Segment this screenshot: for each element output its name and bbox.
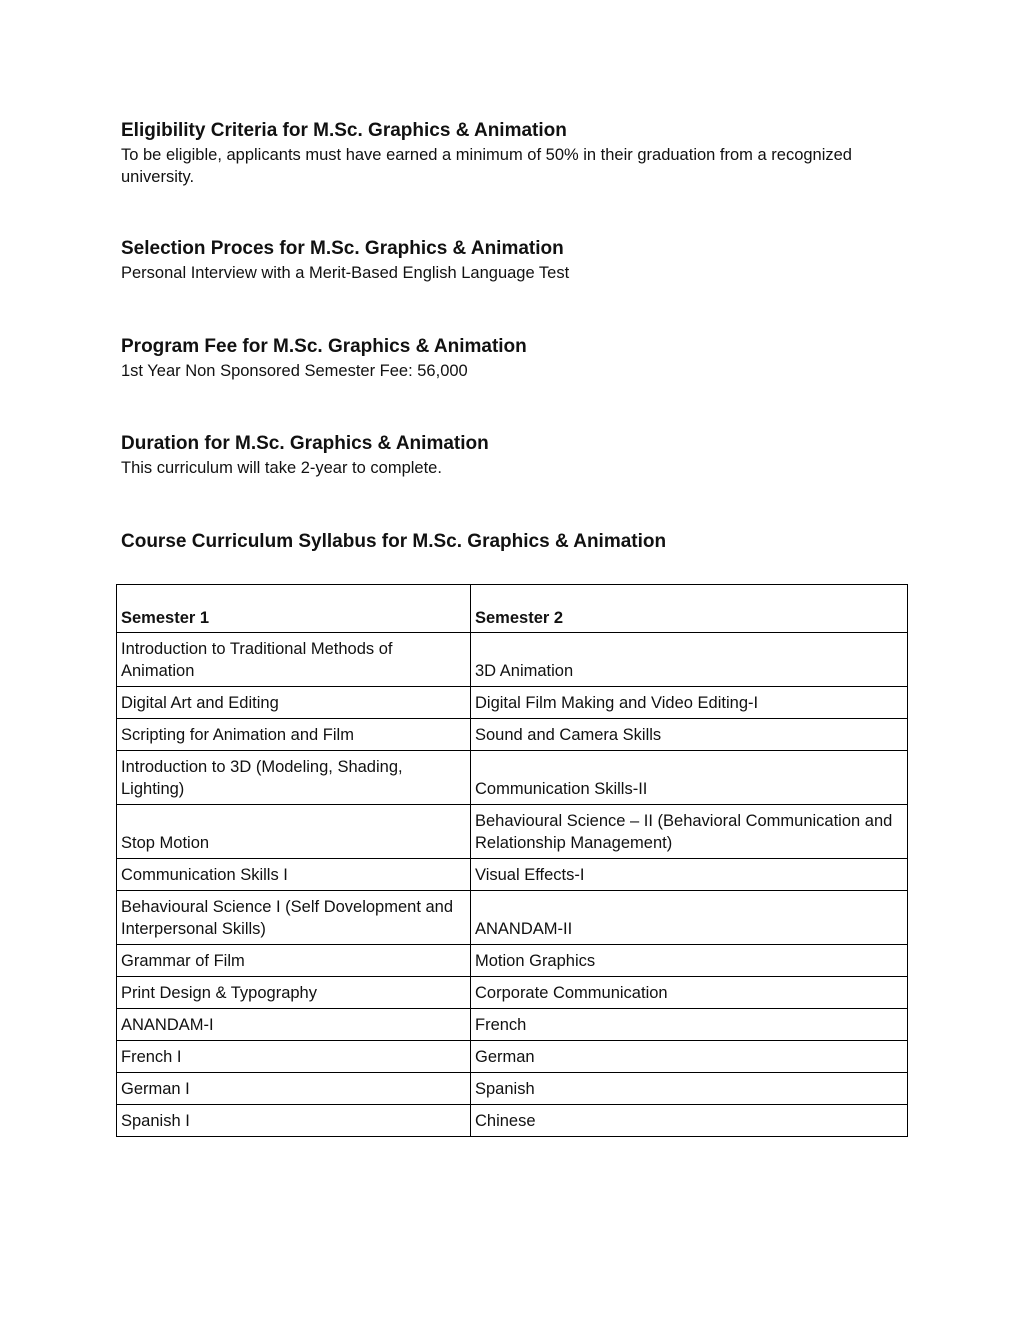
semester-1-cell: German I xyxy=(117,1073,471,1105)
table-row xyxy=(117,687,908,719)
semester-2-cell: Chinese xyxy=(471,1105,908,1137)
fee-section xyxy=(121,336,911,382)
semester-1-cell: Scripting for Animation and Film xyxy=(117,719,471,751)
semester-2-cell: Behavioural Science – II (Behavioral Communication and Relationship Management) xyxy=(471,805,908,859)
semester-1-cell: Grammar of Film xyxy=(117,945,471,977)
duration-heading: Duration for M.Sc. Graphics & Animation xyxy=(121,433,489,454)
semester-1-cell: Stop Motion xyxy=(117,805,471,859)
table-row xyxy=(117,1073,908,1105)
semester-2-cell: Digital Film Making and Video Editing-I xyxy=(471,687,908,719)
eligibility-section xyxy=(121,120,911,188)
selection-text: Personal Interview with a Merit-Based English Language Test xyxy=(121,264,570,282)
semester-1-cell: Behavioural Science I (Self Dovelopment and Interpersonal Skills) xyxy=(117,891,471,945)
duration-section xyxy=(121,433,911,479)
duration-text: This curriculum will take 2-year to complete. xyxy=(121,459,442,477)
semester-2-cell: French xyxy=(471,1009,908,1041)
semester-1-cell: ANANDAM-I xyxy=(117,1009,471,1041)
semester-2-cell: ANANDAM-II xyxy=(471,891,908,945)
table-row xyxy=(117,633,908,687)
table-row xyxy=(117,977,908,1009)
header-semester-2: Semester 2 xyxy=(471,585,908,633)
semester-2-cell: Spanish xyxy=(471,1073,908,1105)
table-row xyxy=(117,719,908,751)
semester-2-cell: Motion Graphics xyxy=(471,945,908,977)
curriculum-heading: Course Curriculum Syllabus for M.Sc. Graphics & Animation xyxy=(121,531,667,552)
semester-2-cell: 3D Animation xyxy=(471,633,908,687)
table-row xyxy=(117,1105,908,1137)
semester-1-cell: French I xyxy=(117,1041,471,1073)
eligibility-text: To be eligible, applicants must have earned a minimum of 50% in their graduation from a recognized university. xyxy=(121,146,852,186)
fee-text: 1st Year Non Sponsored Semester Fee: 56,000 xyxy=(121,362,468,380)
selection-heading: Selection Proces for M.Sc. Graphics & Animation xyxy=(121,238,564,259)
semester-2-cell: Visual Effects-I xyxy=(471,859,908,891)
semester-2-cell: German xyxy=(471,1041,908,1073)
semester-2-cell: Communication Skills-II xyxy=(471,751,908,805)
semester-2-cell: Sound and Camera Skills xyxy=(471,719,908,751)
table-row xyxy=(117,1009,908,1041)
table-row xyxy=(117,859,908,891)
semester-1-cell: Spanish I xyxy=(117,1105,471,1137)
table-row xyxy=(117,805,908,859)
table-row xyxy=(117,891,908,945)
semester-1-cell: Introduction to 3D (Modeling, Shading, Lighting) xyxy=(117,751,471,805)
table-row xyxy=(117,945,908,977)
table-row xyxy=(117,1041,908,1073)
selection-section xyxy=(121,238,911,284)
semester-1-cell: Digital Art and Editing xyxy=(117,687,471,719)
eligibility-heading: Eligibility Criteria for M.Sc. Graphics & Animation xyxy=(121,120,567,141)
semester-1-cell: Introduction to Traditional Methods of Animation xyxy=(117,633,471,687)
semester-1-cell: Communication Skills I xyxy=(117,859,471,891)
semester-2-cell: Corporate Communication xyxy=(471,977,908,1009)
table-header-row xyxy=(117,585,908,633)
table-row xyxy=(117,751,908,805)
fee-heading: Program Fee for M.Sc. Graphics & Animation xyxy=(121,336,527,357)
curriculum-section xyxy=(121,531,911,553)
header-semester-1: Semester 1 xyxy=(117,585,471,633)
syllabus-table xyxy=(116,584,908,1137)
semester-1-cell: Print Design & Typography xyxy=(117,977,471,1009)
